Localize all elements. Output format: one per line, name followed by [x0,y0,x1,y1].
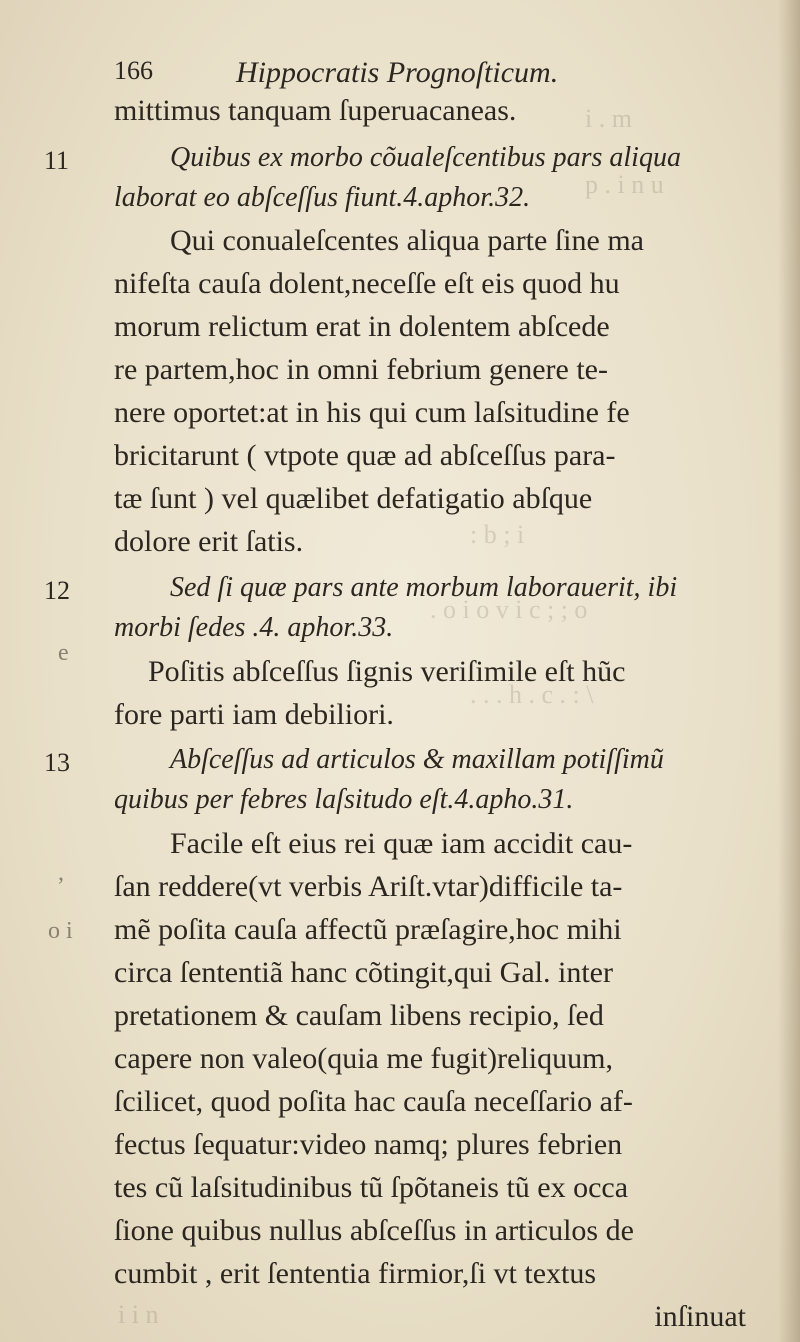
text-line: re partem,hoc in omni febrium genere te- [114,353,608,386]
text-line: ſione quibus nullus abſceſſus in articulos de [114,1214,634,1247]
page-edge-shadow [778,0,800,1342]
text-line: nere oportet:at in his qui cum laſsitudine fe [114,396,630,429]
page-number: 166 [114,56,153,85]
show-through-mark: i i n [118,1300,159,1329]
catchword: inſinuat [654,1300,746,1333]
show-through-mark: . o i o v i c ; ; o [430,595,588,624]
margin-mark: o i [48,918,73,944]
text-line: pretationem & cauſam libens recipio, ſed [114,999,604,1032]
marginal-number: 11 [44,146,70,175]
text-line: Facile eſt eius rei quæ iam accidit cau- [170,827,633,860]
margin-mark: e [58,640,69,666]
margin-mark: , [58,860,64,886]
text-line: Qui conualeſcentes aliqua parte ſine ma [170,224,644,257]
text-line: Poſitis abſceſſus ſignis veriſimile eſt hũc [148,655,626,688]
text-line: tes cũ laſsitudinibus tũ ſpõtaneis tũ ex occa [114,1171,629,1204]
text-line: fectus ſequatur:video namq; plures febrien [114,1128,623,1161]
aphorism-heading-line: morbi ſedes .4. aphor.33. [114,612,394,643]
text-line: ſcilicet, quod poſita hac cauſa neceſſario af- [114,1085,633,1118]
show-through-mark: : b ; i [470,520,525,549]
text-line: mẽ poſita cauſa affectũ præſagire,hoc mihi [114,913,622,946]
marginal-number: 12 [44,576,70,605]
text-line: ſan reddere(vt verbis Ariſt.vtar)difficile ta- [114,870,623,903]
running-title: Hippocratis Prognoſticum. [236,56,559,89]
running-header [114,56,559,89]
aphorism-heading-line: laborat eo abſceſſus fiunt.4.aphor.32. [114,182,531,213]
aphorism-heading-line: quibus per febres laſsitudo eſt.4.apho.31. [114,784,574,815]
text-line: mittimus tanquam ſuperuacaneas. [114,94,517,127]
aphorism-heading-line: Abſceſſus ad articulos & maxillam potiſſimũ [170,744,664,775]
marginal-number: 13 [44,748,70,777]
text-line: circa ſententiã hanc cõtingit,qui Gal. inter [114,956,613,989]
aphorism-heading-line: Sed ſi quæ pars ante morbum laborauerit, ibi [170,572,678,603]
show-through-mark: p . i n u [585,170,664,199]
show-through-mark: i . m [585,104,632,133]
text-line: bricitarunt ( vtpote quæ ad abſceſſus para- [114,439,616,472]
text-line: morum relictum erat in dolentem abſcede [114,310,610,343]
text-line: dolore erit ſatis. [114,525,304,558]
aphorism-heading-line: Quibus ex morbo cõualeſcentibus pars aliqua [170,142,681,173]
show-through-mark: . . . h . c . : \ [470,680,594,709]
text-line: tæ ſunt ) vel quælibet defatigatio abſque [114,482,593,515]
text-line: nifeſta cauſa dolent,neceſſe eſt eis quod hu [114,267,620,300]
text-line: fore parti iam debiliori. [114,698,394,731]
text-line: capere non valeo(quia me fugit)reliquum, [114,1042,613,1075]
text-line: cumbit , erit ſententia firmior,ſi vt textus [114,1257,597,1290]
